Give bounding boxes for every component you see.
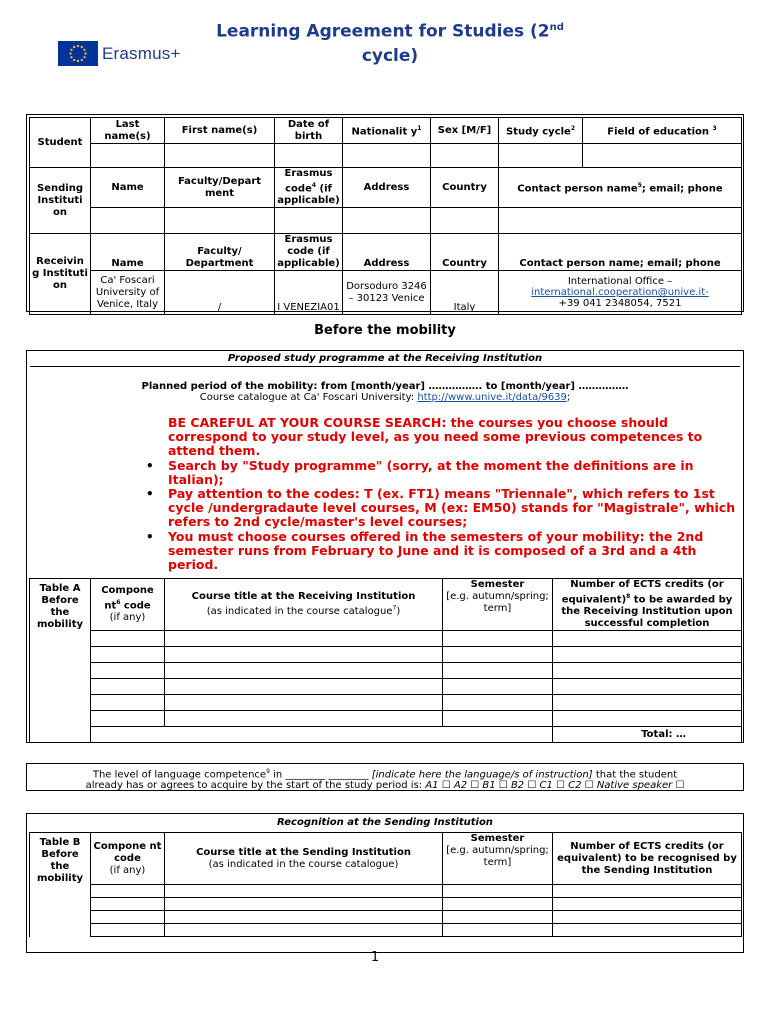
language-level-checkboxes[interactable]: A1 ☐ A2 ☐ B1 ☐ B2 ☐ C1 ☐ C2 ☐ Native speaker ☐ [425,780,685,792]
table-a-component-header: Compone $nt^6$ code (if any) [91,579,165,631]
table-a-cell[interactable] [553,711,742,727]
sending-input-code[interactable] [275,208,343,234]
sending-input-address[interactable] [343,208,431,234]
sending-input-name[interactable] [91,208,165,234]
sending-input-contact[interactable] [499,208,742,234]
table-a-cell[interactable] [553,695,742,711]
table-a [29,578,742,743]
input-study-cycle[interactable] [499,144,583,168]
table-a-cell[interactable] [443,647,553,663]
table-a-cell[interactable] [443,631,553,647]
receiving-email-link[interactable]: international.cooperation@unive.it- [531,287,709,299]
table-b-cell[interactable] [443,924,553,937]
sending-header-faculty: Faculty/Depart ment [165,168,275,208]
header-nationality: Nationalit $y^1$ [343,118,431,144]
table-b-cell[interactable] [91,924,165,937]
table-a-label: Table A Before the mobility [30,579,91,743]
table-a-cell[interactable] [443,695,553,711]
bullet-icon: • [146,529,154,544]
table-b-cell[interactable] [553,885,742,898]
warning-bullet-item: • Pay attention to the codes: T (ex. FT1) means "Triennale", which refers to 1st cycle /undergradaute level courses, M (ex: EM50) stands for "Magistrale", which refers to 2nd cycle/master's level courses; [146,486,736,530]
sending-input-country[interactable] [431,208,499,234]
table-a-total: Total: … [553,727,742,743]
input-field-of-education[interactable] [583,144,742,168]
recognition-caption: Recognition at the Sending Institution [277,817,493,828]
table-a-cell[interactable] [165,647,443,663]
table-a-cell[interactable] [443,711,553,727]
table-b-cell[interactable] [91,911,165,924]
language-competence: The level of language competence$^9$ in ________ ________ [indicate here the language/s of instruction] that the student already has or agrees to acquire by the start of the study period is: A1 ☐ A2 ☐ B1 ☐ B2 ☐ C1 ☐ C2 ☐ Native speaker ☐ [85,768,685,792]
table-a-cell[interactable] [443,679,553,695]
table-b-title-header: Course title at the Sending Institution (as indicated in the course catalogue) [165,833,443,885]
table-a-semester-header: Semester [e.g. autumn/spring; term] [443,579,553,631]
input-date-of-birth[interactable] [275,144,343,168]
table-b-cell[interactable] [443,911,553,924]
receiving-country: Italy [431,271,499,315]
input-first-name[interactable] [165,144,275,168]
table-b-semester-header: Semester [e.g. autumn/spring; term] [443,833,553,885]
table-a-cell[interactable] [91,631,165,647]
student-label: Student [30,118,91,168]
sending-header-contact: Contact person name$^5$; email; phone [499,168,742,208]
sending-header-name: Name [91,168,165,208]
table-a-cell[interactable] [91,711,165,727]
header-sex: Sex [M/F] [431,118,499,144]
catalogue-line: Course catalogue at Ca' Foscari University: http://www.unive.it/data/9639; [199,392,571,403]
table-b-label: Table B Before the mobility [30,833,91,937]
table-b-cell[interactable] [91,885,165,898]
eu-flag-icon [58,41,98,66]
table-a-cell[interactable] [553,647,742,663]
table-b-cell[interactable] [553,898,742,911]
table-b-cell[interactable] [91,898,165,911]
receiving-name: Ca' Foscari University of Venice, Italy [91,271,165,315]
table-b-cell[interactable] [165,885,443,898]
warning-text: BE CAREFUL AT YOUR COURSE SEARCH: the courses you choose should correspond to your study level, as you need some previous competences to attend them. [168,415,703,459]
student-table [29,117,742,315]
course-search-warning [146,415,744,573]
header-date-of-birth: Date of birth [275,118,343,144]
erasmus-logo [58,41,198,67]
table-a-cell[interactable] [553,631,742,647]
page-title: Learning Agreement for Studies (2nd cycle) [216,21,564,66]
planned-period: Planned period of the mobility: from [month/year] ……………. to [month/year] …………… [141,381,629,392]
table-b-cell[interactable] [165,911,443,924]
caption-divider [30,366,740,367]
table-a-cell[interactable] [91,663,165,679]
table-a-cell[interactable] [91,647,165,663]
sending-header-country: Country [431,168,499,208]
table-a-cell[interactable] [165,711,443,727]
header-field-of-education: Field of education $^3$ [583,118,742,144]
receiving-institution-label: Receivin g Instituti on [30,234,91,315]
receiving-faculty: / [165,271,275,315]
input-sex[interactable] [431,144,499,168]
table-a-title-header: Course title at the Receiving Institution (as indicated in the course catalogue$^7$) [165,579,443,631]
sending-header-erasmus-code: Erasmus code$^4$ (if applicable) [275,168,343,208]
receiving-address: Dorsoduro 3246 – 30123 Venice [343,271,431,315]
sending-institution-label: Sending Instituti on [30,168,91,234]
sending-header-address: Address [343,168,431,208]
header-last-name: Last name(s) [91,118,165,144]
sending-input-faculty[interactable] [165,208,275,234]
table-a-credits-header: Number of ECTS credits (or equivalent)$^8$ to be awarded by the Receiving Institution upon successful completion [553,579,742,631]
table-b-cell[interactable] [165,898,443,911]
warning-bullets [146,457,744,573]
warning-bullet-item: • You must choose courses offered in the semesters of your mobility: the 2nd semester runs from February to June and it is composed of a 3rd and a 4th period. [146,528,704,573]
page-number: 1 [370,950,380,965]
table-a-cell[interactable] [91,679,165,695]
header-first-name: First name(s) [165,118,275,144]
table-a-total-spacer [91,727,553,743]
table-b-cell[interactable] [443,885,553,898]
table-a-cell[interactable] [553,663,742,679]
table-b-cell[interactable] [553,924,742,937]
catalogue-link[interactable]: http://www.unive.it/data/9639 [417,392,567,403]
table-a-cell[interactable] [553,679,742,695]
logo-text: Erasmus+ [102,44,181,63]
study-programme-caption: Proposed study programme at the Receiving Institution [227,353,543,364]
table-b-component-header: Compone nt code (if any) [91,833,165,885]
receiving-contact: International Office – international.cooperation@unive.it- +39 041 2348054, 7521 [499,271,742,315]
warning-bullet-item: • Search by "Study programme" (sorry, at the moment the definitions are in Italian); [146,457,694,487]
table-a-cell[interactable] [165,663,443,679]
input-nationality[interactable] [343,144,431,168]
before-mobility-heading: Before the mobility [314,323,456,338]
receiving-header-contact: Contact person name; email; phone [499,234,742,271]
table-a-cell[interactable] [443,663,553,679]
header-study-cycle: Study cycle$^2$ [499,118,583,144]
bullet-icon: • [146,487,154,502]
receiving-erasmus-code: I VENEZIA01 [275,271,343,315]
receiving-header-name: Name [91,234,165,271]
table-a-cell[interactable] [165,631,443,647]
table-b-cell[interactable] [553,911,742,924]
receiving-header-erasmus-code: Erasmus code (if applicable) [275,234,343,271]
table-a-cell[interactable] [165,679,443,695]
input-last-name[interactable] [91,144,165,168]
table-a-cell[interactable] [165,695,443,711]
table-b [29,832,742,937]
receiving-header-country: Country [431,234,499,271]
table-b-credits-header: Number of ECTS credits (or equivalent) to be recognised by the Sending Institution [553,833,742,885]
table-a-cell[interactable] [91,695,165,711]
receiving-header-faculty: Faculty/ Department [165,234,275,271]
bullet-icon: • [146,458,154,473]
table-b-cell[interactable] [443,898,553,911]
table-b-cell[interactable] [165,924,443,937]
receiving-header-address: Address [343,234,431,271]
